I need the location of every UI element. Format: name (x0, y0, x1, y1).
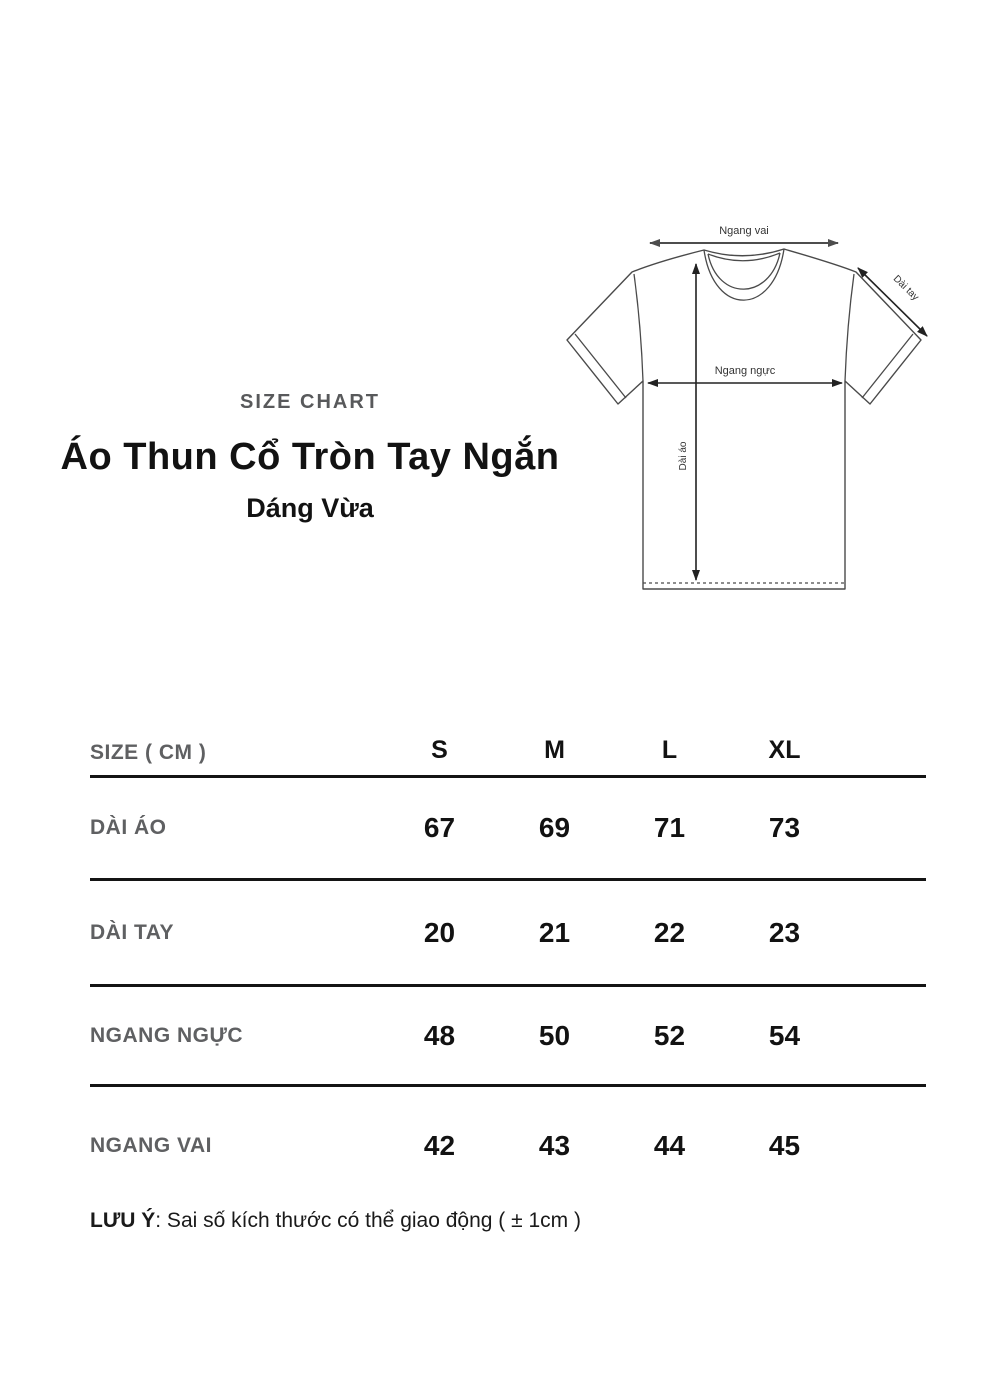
column-header-xl: XL (768, 736, 801, 764)
cell-value: 50 (538, 1019, 571, 1051)
cell-value: 71 (653, 812, 686, 843)
size-chart-eyebrow: SIZE CHART (240, 391, 380, 413)
cell-value: 23 (768, 916, 801, 948)
table-header-row (90, 712, 926, 778)
table-row (90, 987, 926, 1087)
product-title: Áo Thun Cổ Tròn Tay Ngắn (60, 436, 560, 478)
table-row (90, 1087, 926, 1205)
body-length-label: Dài áo (678, 441, 689, 471)
cell-value: 42 (423, 1130, 456, 1161)
row-label-ngang-vai: NGANG VAI (90, 1134, 212, 1157)
row-label-dai-tay: DÀI TAY (90, 920, 175, 944)
fit-subtitle: Dáng Vừa (246, 493, 374, 523)
table-row (90, 881, 926, 987)
shoulder-width-label: Ngang vai (719, 225, 769, 237)
column-header-s: S (431, 736, 448, 764)
note-prefix: LƯU Ý (90, 1209, 156, 1232)
note-body: : Sai số kích thước có thể giao động ( ± 1cm ) (155, 1209, 581, 1232)
unit-label: SIZE ( CM ) (90, 741, 207, 764)
cell-value: 20 (423, 916, 456, 948)
cell-value: 69 (538, 812, 571, 843)
cell-value: 21 (538, 916, 571, 948)
column-header-l: L (661, 736, 678, 764)
sleeve-length-label: Dài tay (890, 273, 921, 304)
header-block (40, 390, 580, 526)
table-row (90, 778, 926, 881)
column-header-m: M (544, 736, 565, 764)
size-table (90, 712, 926, 1205)
cell-value: 45 (768, 1130, 801, 1161)
tshirt-measurement-diagram (550, 210, 950, 622)
cell-value: 44 (653, 1130, 686, 1161)
cell-value: 54 (768, 1019, 801, 1051)
chest-width-label: Ngang ngực (714, 365, 776, 377)
cell-value: 43 (538, 1130, 571, 1161)
cell-value: 67 (423, 812, 456, 843)
row-label-ngang-nguc: NGANG NGỰC (90, 1023, 244, 1047)
cell-value: 48 (423, 1019, 456, 1051)
tolerance-note (90, 1206, 581, 1236)
cell-value: 52 (653, 1019, 686, 1051)
cell-value: 73 (768, 812, 801, 843)
row-label-dai-ao: DÀI ÁO (90, 816, 167, 839)
cell-value: 22 (653, 916, 686, 948)
